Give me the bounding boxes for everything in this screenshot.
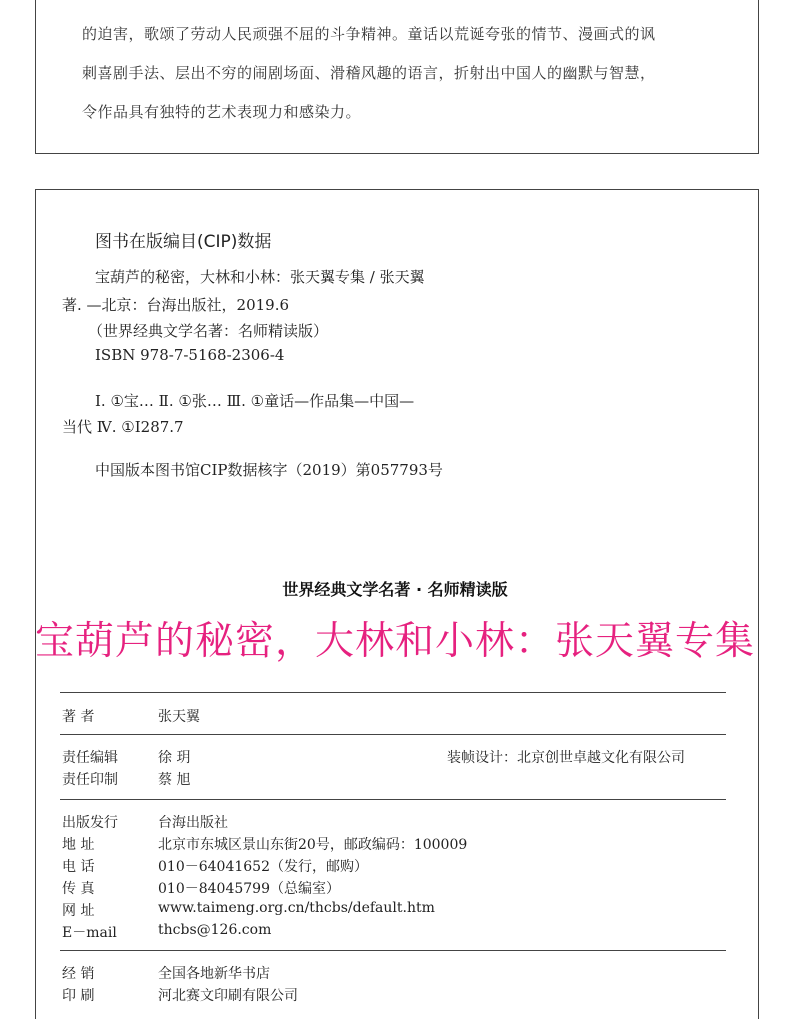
divider: [60, 734, 726, 735]
cip-record-number: 中国版本图书馆CIP数据核字（2019）第057793号: [95, 461, 443, 479]
cip-classification: Ⅰ. ①宝… Ⅱ. ①张… Ⅲ. ①童话—作品集—中国—: [95, 392, 415, 410]
book-title: 宝葫芦的秘密，大林和小林：张天翼专集: [34, 619, 755, 664]
distributor-label: 经 销: [62, 966, 95, 982]
printer-label: 印 刷: [62, 988, 95, 1004]
cip-isbn: ISBN 978-7-5168-2306-4: [95, 346, 285, 364]
synopsis-line: 令作品具有独特的艺术表现力和感染力。: [82, 103, 362, 121]
cover-design-credit: 装帧设计：北京创世卓越文化有限公司: [447, 750, 685, 766]
series-title: 世界经典文学名著 · 名师精读版: [282, 580, 508, 599]
cip-publisher-line: 著. —北京：台海出版社，2019.6: [62, 296, 290, 314]
printing-editor-label: 责任印制: [62, 772, 118, 788]
website-value: www.taimeng.org.cn/thcbs/default.htm: [158, 900, 435, 916]
email-value: thcbs@126.com: [158, 922, 272, 938]
cip-title-line: 宝葫芦的秘密，大林和小林：张天翼专集 / 张天翼: [95, 268, 425, 286]
divider: [60, 950, 726, 951]
address-value: 北京市东城区景山东街20号，邮政编码：100009: [158, 837, 468, 853]
publisher-label: 出版发行: [62, 815, 118, 831]
email-label: E－mail: [62, 925, 117, 941]
synopsis-line: 的迫害，歌颂了劳动人民顽强不屈的斗争精神。童话以荒诞夸张的情节、漫画式的讽: [82, 25, 656, 43]
divider: [60, 692, 726, 693]
fax-label: 传 真: [62, 881, 95, 897]
fax-value: 010－84045799（总编室）: [158, 881, 340, 897]
website-label: 网 址: [62, 903, 95, 919]
phone-label: 电 话: [62, 859, 95, 875]
distributor-value: 全国各地新华书店: [158, 966, 270, 982]
address-label: 地 址: [62, 837, 95, 853]
publisher-value: 台海出版社: [158, 815, 228, 831]
cip-classification-cont: 当代 Ⅳ. ①I287.7: [62, 418, 184, 436]
printing-editor-value: 蔡 旭: [158, 772, 191, 788]
editor-label: 责任编辑: [62, 750, 118, 766]
divider: [60, 799, 726, 800]
cip-heading: 图书在版编目(CIP)数据: [95, 232, 272, 252]
phone-value: 010－64041652（发行，邮购）: [158, 859, 368, 875]
author-label: 著 者: [62, 709, 95, 725]
author-value: 张天翼: [158, 709, 200, 725]
printer-value: 河北赛文印刷有限公司: [158, 988, 298, 1004]
cip-series-line: （世界经典文学名著：名师精读版）: [88, 322, 329, 340]
synopsis-line: 刺喜剧手法、层出不穷的闹剧场面、滑稽风趣的语言，折射出中国人的幽默与智慧，: [82, 64, 656, 82]
editor-value: 徐 玥: [158, 750, 191, 766]
